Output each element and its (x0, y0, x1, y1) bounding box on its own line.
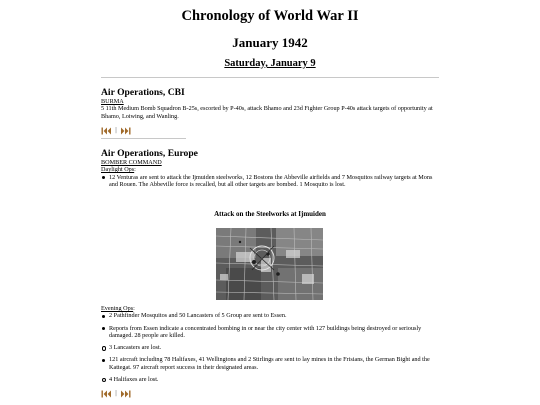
page-title: Chronology of World War II (181, 8, 359, 24)
aerial-photo (216, 228, 323, 300)
double-arrow-left-icon[interactable] (101, 390, 113, 398)
double-arrow-right-icon[interactable] (119, 127, 131, 135)
nav-links-bottom (101, 389, 131, 398)
image-caption: Attack on the Steelworks at Ijmuiden (214, 210, 326, 218)
list-item: 4 Halifaxes are lost. (101, 376, 439, 383)
list-item: Reports from Essen indicate a concentrated bombing in or near the city center with 127 buildings being destroyed or seriously damaged. 28 people are killed. (101, 325, 439, 340)
date-heading: Saturday, January 9 (224, 58, 316, 69)
section-title: Air Operations, Europe (101, 148, 198, 159)
evening-ops-label: Evening Ops: (101, 305, 135, 312)
list-item: 121 aircraft including 78 Halifaxes, 41 Wellingtons and 2 Stirlings are sent to lay mines in the Frisians, the German Bight and the Kattegat. 97 aircraft report success in their designated areas. (101, 356, 439, 371)
nav-separator: | (115, 390, 118, 397)
nav-links (101, 126, 131, 135)
list-item: 12 Venturas are sent to attack the Ijmuiden steelworks, 12 Bostons the Abbeville airfields and 7 Mosquitos railway targets at Mons and Rouen. The Abbeville force is recalled, but all other targets are bombed. 1 Mosquito is lost. (101, 174, 439, 189)
double-arrow-left-icon[interactable] (101, 127, 113, 135)
section-subheading: BURMA (101, 98, 124, 105)
divider (101, 77, 439, 78)
short-divider (101, 138, 186, 139)
section-title: Air Operations, CBI (101, 87, 185, 98)
section-air-ops-europe (101, 148, 439, 188)
daylight-ops-label: Daylight Ops: (101, 166, 136, 174)
double-arrow-right-icon[interactable] (119, 390, 131, 398)
section-air-ops-cbi (101, 87, 439, 120)
section-text: 5 11th Medium Bomb Squadron B-25s, escorted by P-40s, attack Bhamo and 23d Fighter Group P-40s attack targets of opportunity at Bhamo, Loiwing, and Wanling. (101, 105, 433, 120)
evening-ops (101, 305, 439, 383)
list-item: 3 Lancasters are lost. (101, 344, 439, 351)
list-item: 2 Pathfinder Mosquitos and 50 Lancasters of 5 Group are sent to Essen. (101, 312, 439, 319)
month-heading: January 1942 (232, 35, 308, 50)
nav-separator: | (115, 127, 118, 134)
section-subheading: BOMBER COMMAND (101, 159, 162, 166)
